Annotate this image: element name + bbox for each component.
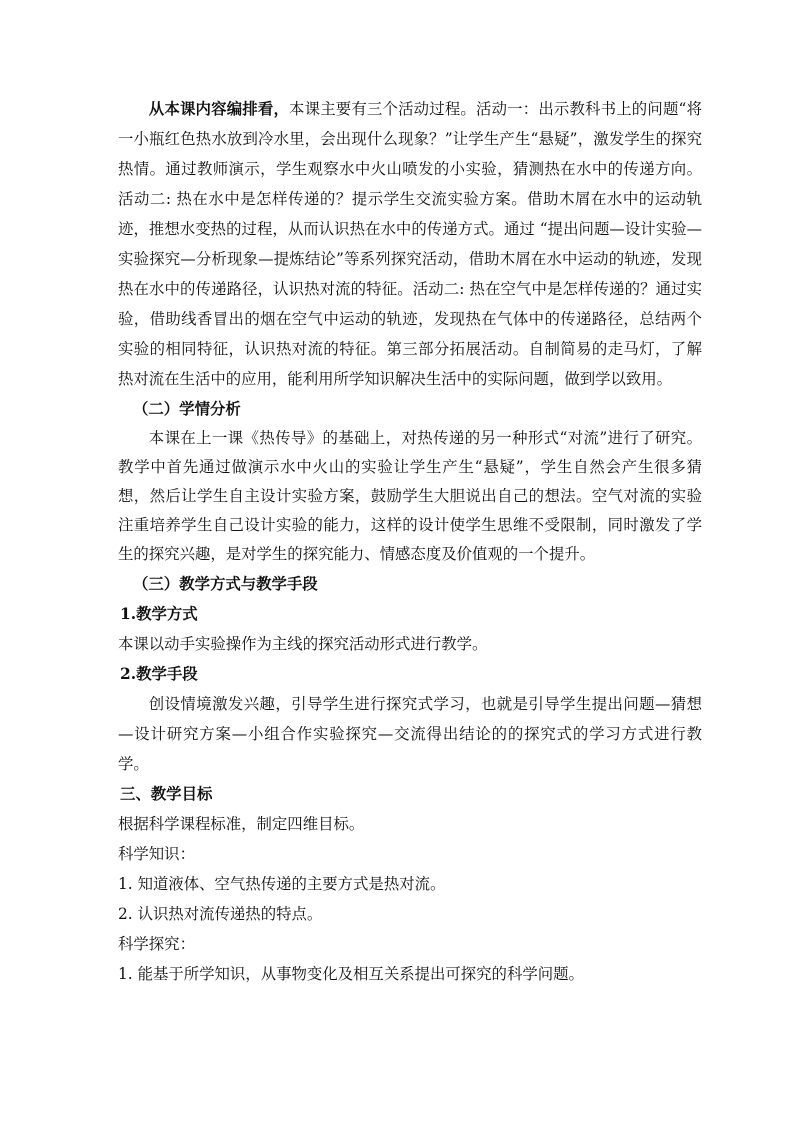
student-analysis-paragraph: 本课在上一课《热传导》的基础上，对热传递的另一种形式“对流”进行了研究。教学中首先通过做演示水中火山的实验让学生产生“悬疑”，学生自然会产生很多猜想，然后让学生自主设计实验方案，鼓励学生大胆说出自己的想法。空气对流的实验注重培养学生自己设计实验的能力，这样的设计使学生思维不受限制，同时激发了学生的探究兴趣，是对学生的探究能力、情感态度及价值观的一个提升。 — [118, 429, 702, 563]
teaching-style-paragraph: 本课以动手实验操作为主线的探究活动形式进行教学。 — [118, 635, 488, 653]
knowledge-label: 科学知识： — [118, 845, 195, 863]
section-heading-teaching-goals: 三、教学目标 — [120, 785, 213, 803]
section-heading-student-analysis: （二）学情分析 — [133, 400, 241, 418]
inquiry-label: 科学探究： — [118, 935, 195, 953]
document-body — [118, 94, 702, 989]
teaching-means-paragraph: 创设情境激发兴趣，引导学生进行探究式学习，也就是引导学生提出问题—猜想—设计研究方案—小组合作实验探究—交流得出结论的的探究式的学习方式进行教学。 — [118, 695, 702, 773]
content-arrangement-paragraph — [118, 94, 702, 394]
knowledge-item: 1. 知道液体、空气热传递的主要方式是热对流。 — [118, 875, 446, 893]
knowledge-item: 2. 认识热对流传递热的特点。 — [118, 905, 323, 923]
subheading-teaching-style: 1.教学方式 — [120, 605, 198, 623]
subheading-teaching-means: 2.教学手段 — [120, 665, 198, 683]
section-heading-teaching-methods: （三）教学方式与教学手段 — [133, 575, 318, 593]
paragraph-text: 本课主要有三个活动过程。活动一：出示教科书上的问题“将一小瓶红色热水放到冷水里，会出现什么现象？”让学生产生“悬疑”，激发学生的探究热情。通过教师演示，学生观察水中火山喷发的小实验，猜测热在水中的传递方向。活动二: 热在水中是怎样传递的？提示学生交流实验方案。借助木屑在水中的运动轨迹，推想水变热的过程，从而认识热在水中的传递方式。通过 “提出问题—设计实验—实验探究—分析现象—提炼结论”等系列探究活动，借助木屑在水中运动的轨迹，发现热在水中的传递路径，认识热对流的特征。活动二: 热在空气中是怎样传递的？通过实验，借助线香冒出的烟在空气中运动的轨迹，发现热在气体中的传递路径，总结两个实验的相同特征，认识热对流的特征。第三部分拓展活动。自制简易的走马灯，了解热对流在生活中的应用，能利用所学知识解决生活中的实际问题，做到学以致用。 — [118, 100, 702, 388]
paragraph-lead-phrase: 从本课内容编排看， — [148, 100, 290, 118]
inquiry-item: 1. 能基于所学知识，从事物变化及相互关系提出可探究的科学问题。 — [118, 965, 584, 983]
goals-intro: 根据科学课程标准，制定四维目标。 — [118, 815, 365, 833]
